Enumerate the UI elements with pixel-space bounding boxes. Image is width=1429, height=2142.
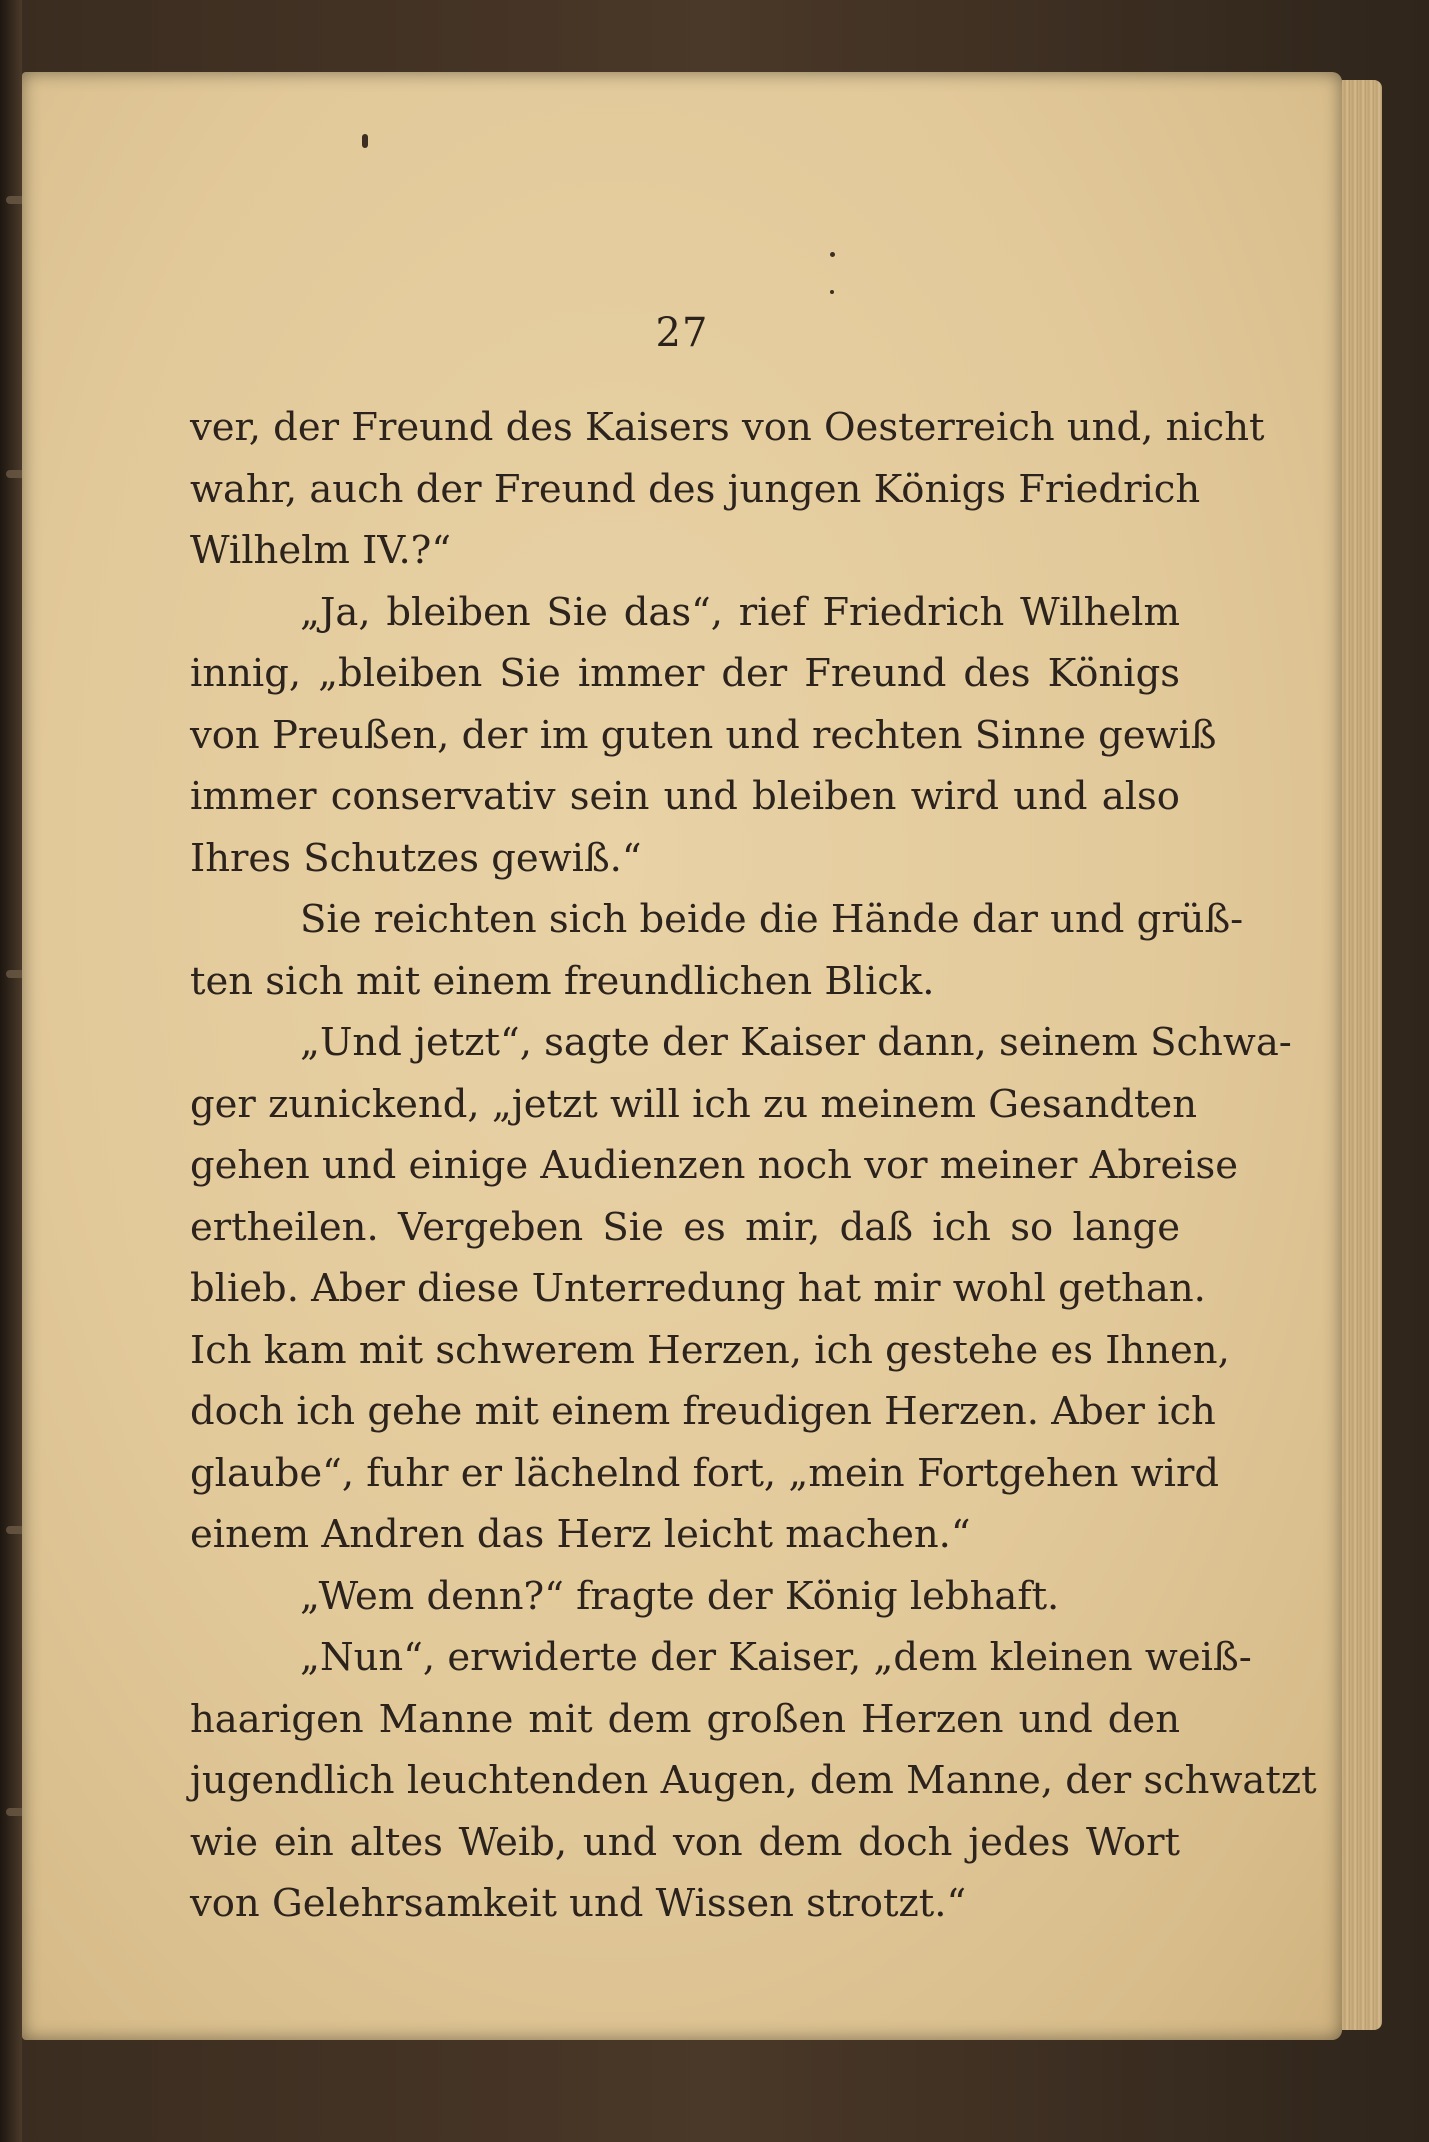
text-line: jugendlich leuchtenden Augen, dem Manne, der schwatzt xyxy=(190,1758,1317,1803)
text-line: Ihres Schutzes gewiß.“ xyxy=(190,835,642,881)
text-line: gehen und einige Audienzen noch vor meiner Abreise xyxy=(190,1143,1239,1188)
text-line: ertheilen. Vergeben Sie es mir, daß ich so lange xyxy=(190,1204,1180,1250)
page-text xyxy=(190,397,1317,1935)
text-line: Ich kam mit schwerem Herzen, ich gestehe es Ihnen, xyxy=(190,1327,1230,1373)
text-line: wahr, auch der Freund des jungen Königs Friedrich xyxy=(190,466,1201,512)
text-line: innig, „bleiben Sie immer der Freund des Königs xyxy=(190,651,1180,696)
text-line: immer conservativ sein und bleiben wird und also xyxy=(190,774,1180,819)
text-line: blieb. Aber diese Unterredung hat mir wohl gethan. xyxy=(190,1266,1206,1311)
text-line: „Ja, bleiben Sie das“, rief Friedrich Wilhelm xyxy=(300,589,1180,635)
text-line: einem Andren das Herz leicht machen.“ xyxy=(190,1512,971,1557)
book-binding-left xyxy=(0,0,22,2142)
ink-speck xyxy=(830,290,834,294)
text-line: haarigen Manne mit dem großen Herzen und den xyxy=(190,1696,1180,1742)
text-line: „Nun“, erwiderte der Kaiser, „dem kleinen weiß- xyxy=(300,1635,1252,1680)
text-line: wie ein altes Weib, und von dem doch jedes Wort xyxy=(190,1819,1180,1865)
text-line: ten sich mit einem freundlichen Blick. xyxy=(190,958,935,1004)
page-number: 27 xyxy=(655,310,709,356)
text-line: „Und jetzt“, sagte der Kaiser dann, seinem Schwa- xyxy=(300,1020,1292,1065)
ink-speck xyxy=(830,252,835,257)
page-edges-right xyxy=(1342,80,1382,2030)
text-line: ger zunickend, „jetzt will ich zu meinem Gesandten xyxy=(190,1081,1198,1127)
text-line: von Preußen, der im guten und rechten Sinne gewiß xyxy=(190,712,1217,758)
text-line: Wilhelm IV.?“ xyxy=(190,528,452,573)
ink-speck xyxy=(362,134,368,148)
text-line: Sie reichten sich beide die Hände dar und grüß- xyxy=(300,897,1244,942)
text-line: doch ich gehe mit einem freudigen Herzen. Aber ich xyxy=(190,1389,1216,1434)
text-line: glaube“, fuhr er lächelnd fort, „mein Fortgehen wird xyxy=(190,1450,1219,1496)
text-line: ver, der Freund des Kaisers von Oesterreich und, nicht xyxy=(190,405,1265,450)
book-page xyxy=(22,72,1342,2040)
text-line: „Wem denn?“ fragte der König lebhaft. xyxy=(300,1573,1060,1619)
text-line: von Gelehrsamkeit und Wissen strotzt.“ xyxy=(190,1881,967,1926)
